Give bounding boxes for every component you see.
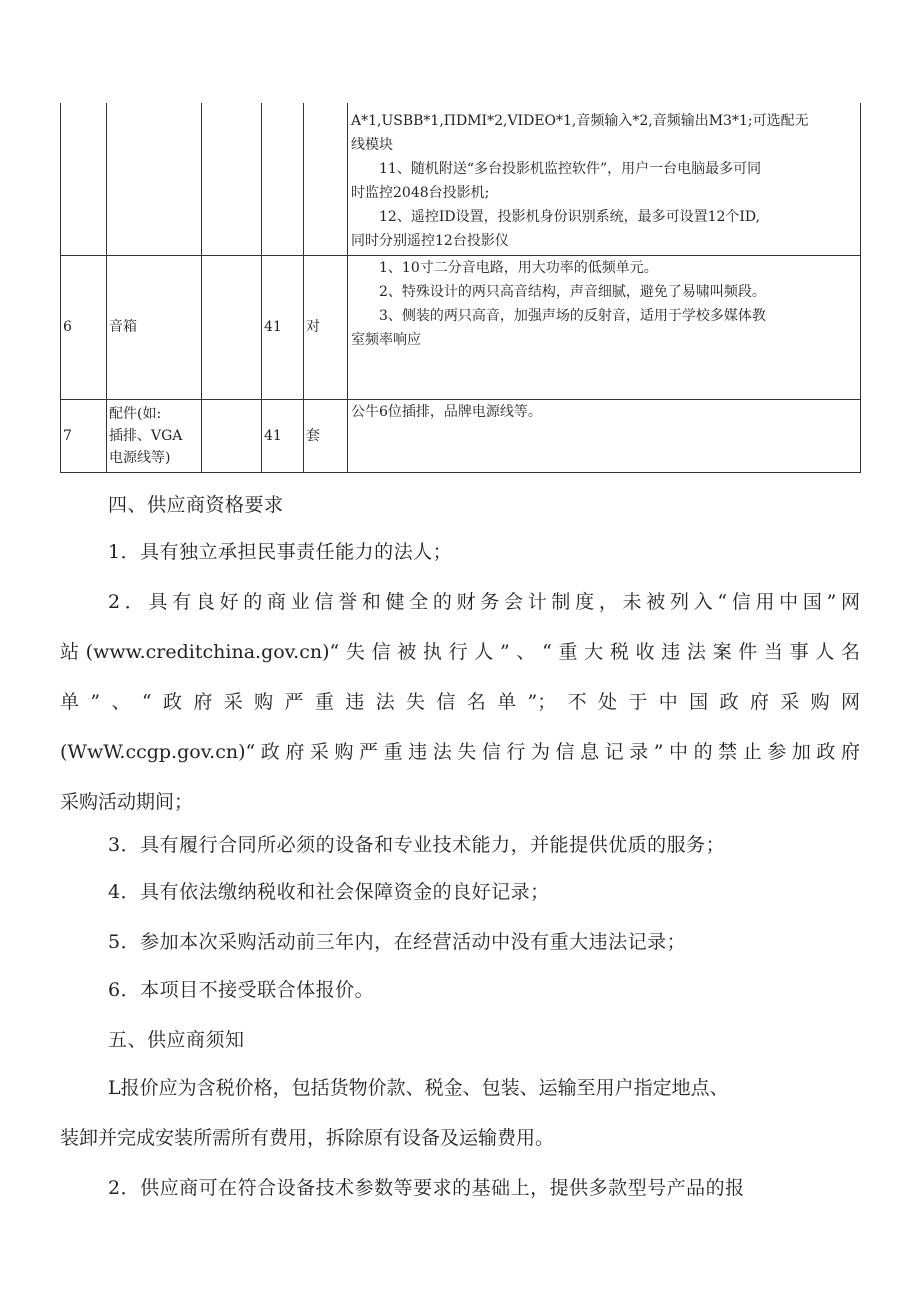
detail-line: 公牛6位插排，品牌电源线等。 — [351, 403, 542, 420]
cell-brand — [202, 255, 262, 399]
requirement-item: 3．具有履行合同所必须的设备和专业技术能力，并能提供优质的服务； — [108, 834, 726, 856]
requirement-item: 5．参加本次采购活动前三年内，在经营活动中没有重大违法记录； — [108, 931, 687, 953]
paragraph-line: (WwW.ccgp.gov.cn)“政府采购严重违法失信行为信息记录”中的禁止参加政府 — [60, 741, 860, 763]
cell-name — [107, 399, 202, 472]
section-heading: 五、供应商须知 — [108, 1029, 245, 1051]
detail-line: 时监控2048台投影机; — [351, 184, 490, 201]
cell-details — [348, 255, 861, 399]
paragraph-line: L报价应为含税价格，包括货物价款、税金、包装、运输至用户指定地点、 — [108, 1077, 729, 1099]
cell-no: 7 — [61, 399, 107, 472]
cell-qty: 41 — [262, 255, 304, 399]
section-heading: 四、供应商资格要求 — [108, 494, 284, 516]
detail-line: 同时分别遥控12台投影仪 — [351, 232, 509, 249]
cell-qty — [262, 103, 304, 255]
cell-name-line: 插排、VGA — [109, 427, 183, 444]
table-row-continuation — [61, 103, 861, 255]
table-row — [61, 255, 861, 399]
paragraph-line: 单”、“政府采购严重违法失信名单”；不处于中国政府采购网 — [60, 691, 860, 713]
notice-item — [60, 1073, 860, 1173]
detail-line: 线模块 — [351, 136, 393, 153]
notice-item: 2．供应商可在符合设备技术参数等要求的基础上，提供多款型号产品的报 — [108, 1177, 745, 1199]
requirement-item: 4．具有依法缴纳税收和社会保障资金的良好记录； — [108, 881, 550, 903]
paragraph-line: 装卸并完成安装所需所有费用，拆除原有设备及运输费用。 — [60, 1127, 555, 1149]
cell-unit: 对 — [304, 255, 348, 399]
detail-line: 室频率响应 — [351, 331, 421, 348]
requirement-item — [60, 587, 860, 837]
requirement-item: 6．本项目不接受联合体报价。 — [108, 979, 375, 1001]
cell-qty: 41 — [262, 399, 304, 472]
detail-line: 11、随机附送“多台投影机监控软件”，用户一台电脑最多可同 — [379, 160, 762, 177]
paragraph-line: 2．具有良好的商业信誉和健全的财务会计制度，未被列入“信用中国”网 — [108, 591, 860, 613]
cell-no: 6 — [61, 255, 107, 399]
cell-name-line: 电源线等) — [109, 449, 171, 466]
cell-details — [348, 103, 861, 255]
cell-unit — [304, 103, 348, 255]
detail-line: 12、遥控ID设置，投影机身份识别系统，最多可设置12个ID, — [379, 208, 761, 225]
table-row — [61, 399, 861, 472]
requirement-item: 1．具有独立承担民事责任能力的法人； — [108, 541, 453, 563]
cell-name: 音箱 — [107, 255, 202, 399]
cell-name-line: 配件(如: — [109, 405, 162, 422]
paragraph-line: 站(www.creditchina.gov.cn)“失信被执行人”、“重大税收违法案件当事人名 — [60, 641, 860, 663]
cell-brand — [202, 103, 262, 255]
detail-line: 3、侧装的两只高音，加强声场的反射音，适用于学校多媒体教 — [379, 307, 766, 324]
detail-line: 1、10寸二分音电路，用大功率的低频单元。 — [379, 259, 658, 276]
detail-line: A*1,USBB*1,ΠDMI*2,VIDEO*1,音频输入*2,音频输出M3*1;可选配无 — [351, 112, 809, 129]
cell-no — [61, 103, 107, 255]
detail-line: 2、特殊设计的两只高音结构，声音细腻，避免了易啸叫频段。 — [379, 283, 766, 300]
cell-details — [348, 399, 861, 472]
equipment-spec-table — [60, 103, 861, 473]
cell-unit: 套 — [304, 399, 348, 472]
cell-brand — [202, 399, 262, 472]
cell-name — [107, 103, 202, 255]
paragraph-line: 采购活动期间； — [60, 791, 194, 813]
